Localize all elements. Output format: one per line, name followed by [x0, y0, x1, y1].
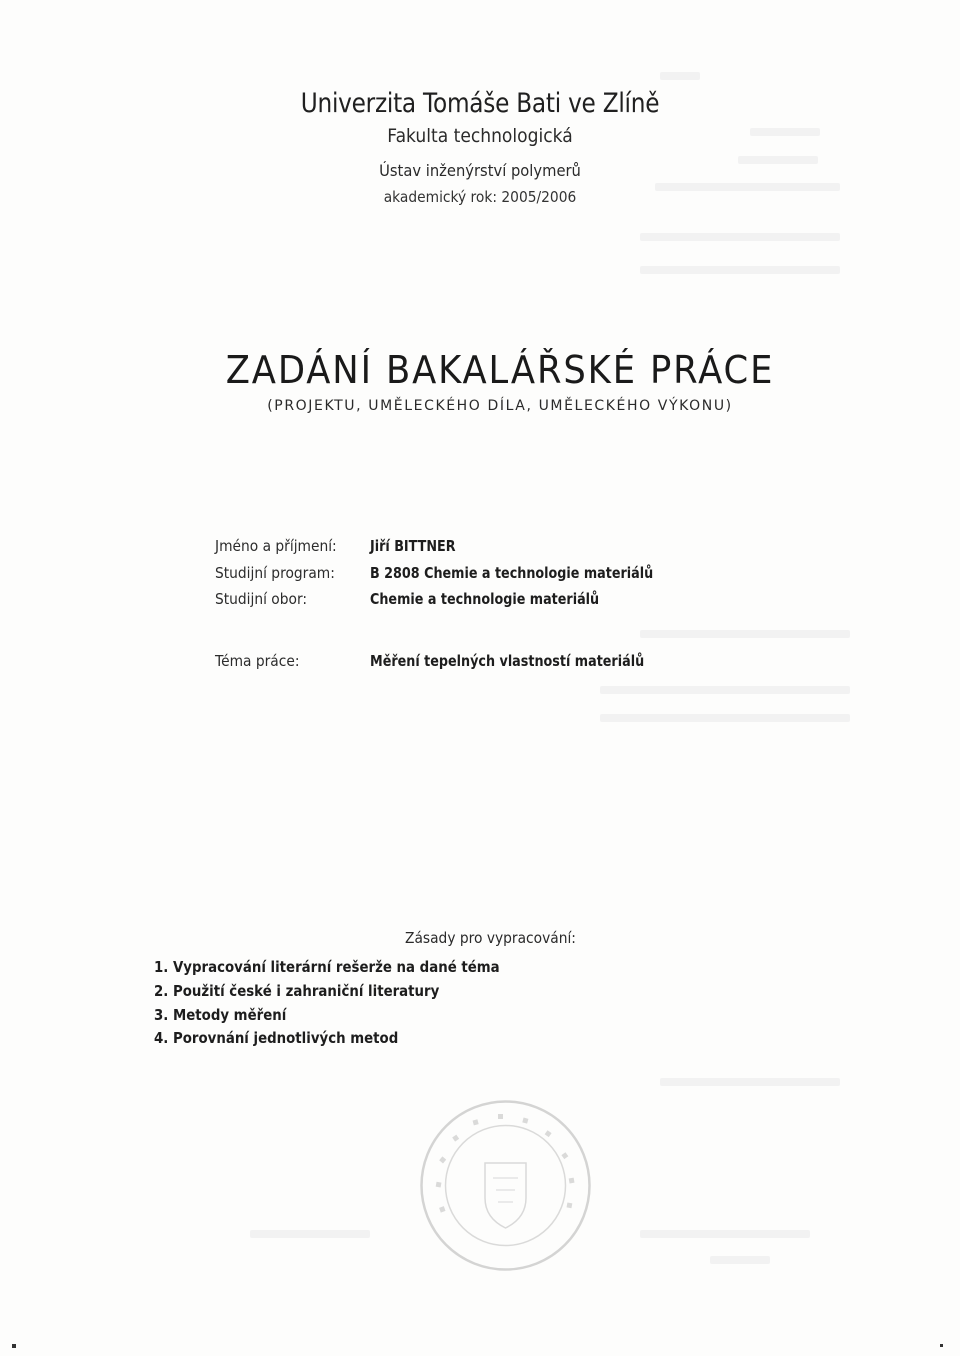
field-label: Studijní program: [215, 564, 335, 582]
official-seal-icon [418, 1098, 593, 1273]
field-label: Studijní obor: [215, 590, 308, 608]
academic-year: akademický rok: 2005/2006 [383, 188, 577, 206]
principles-heading: Zásady pro vypracování: [405, 929, 576, 947]
document-title: ZADÁNÍ BAKALÁŘSKÉ PRÁCE [225, 348, 775, 392]
list-item: 4. Porovnání jednotlivých metod [154, 1029, 399, 1047]
field-value: B 2808 Chemie a technologie materiálů [370, 564, 654, 582]
field-label: Téma práce: [215, 652, 300, 670]
list-item: 3. Metody měření [154, 1006, 287, 1024]
field-label: Jméno a příjmení: [215, 537, 337, 555]
list-item: 1. Vypracování literární rešerže na dané téma [154, 958, 500, 976]
field-value: Měření tepelných vlastností materiálů [370, 652, 645, 670]
scan-mark [12, 1344, 16, 1348]
institute-name: Ústav inženýrství polymerů [379, 161, 581, 180]
list-item: 2. Použití české i zahraniční literatury [154, 982, 440, 1000]
field-value: Chemie a technologie materiálů [370, 590, 600, 608]
scan-mark [940, 1344, 943, 1347]
document-subtitle: (PROJEKTU, UMĚLECKÉHO DÍLA, UMĚLECKÉHO VÝKONU) [267, 398, 733, 414]
university-name: Univerzita Tomáše Bati ve Zlíně [300, 88, 660, 119]
field-value: Jiří BITTNER [370, 537, 456, 555]
faculty-name: Fakulta technologická [387, 125, 573, 147]
